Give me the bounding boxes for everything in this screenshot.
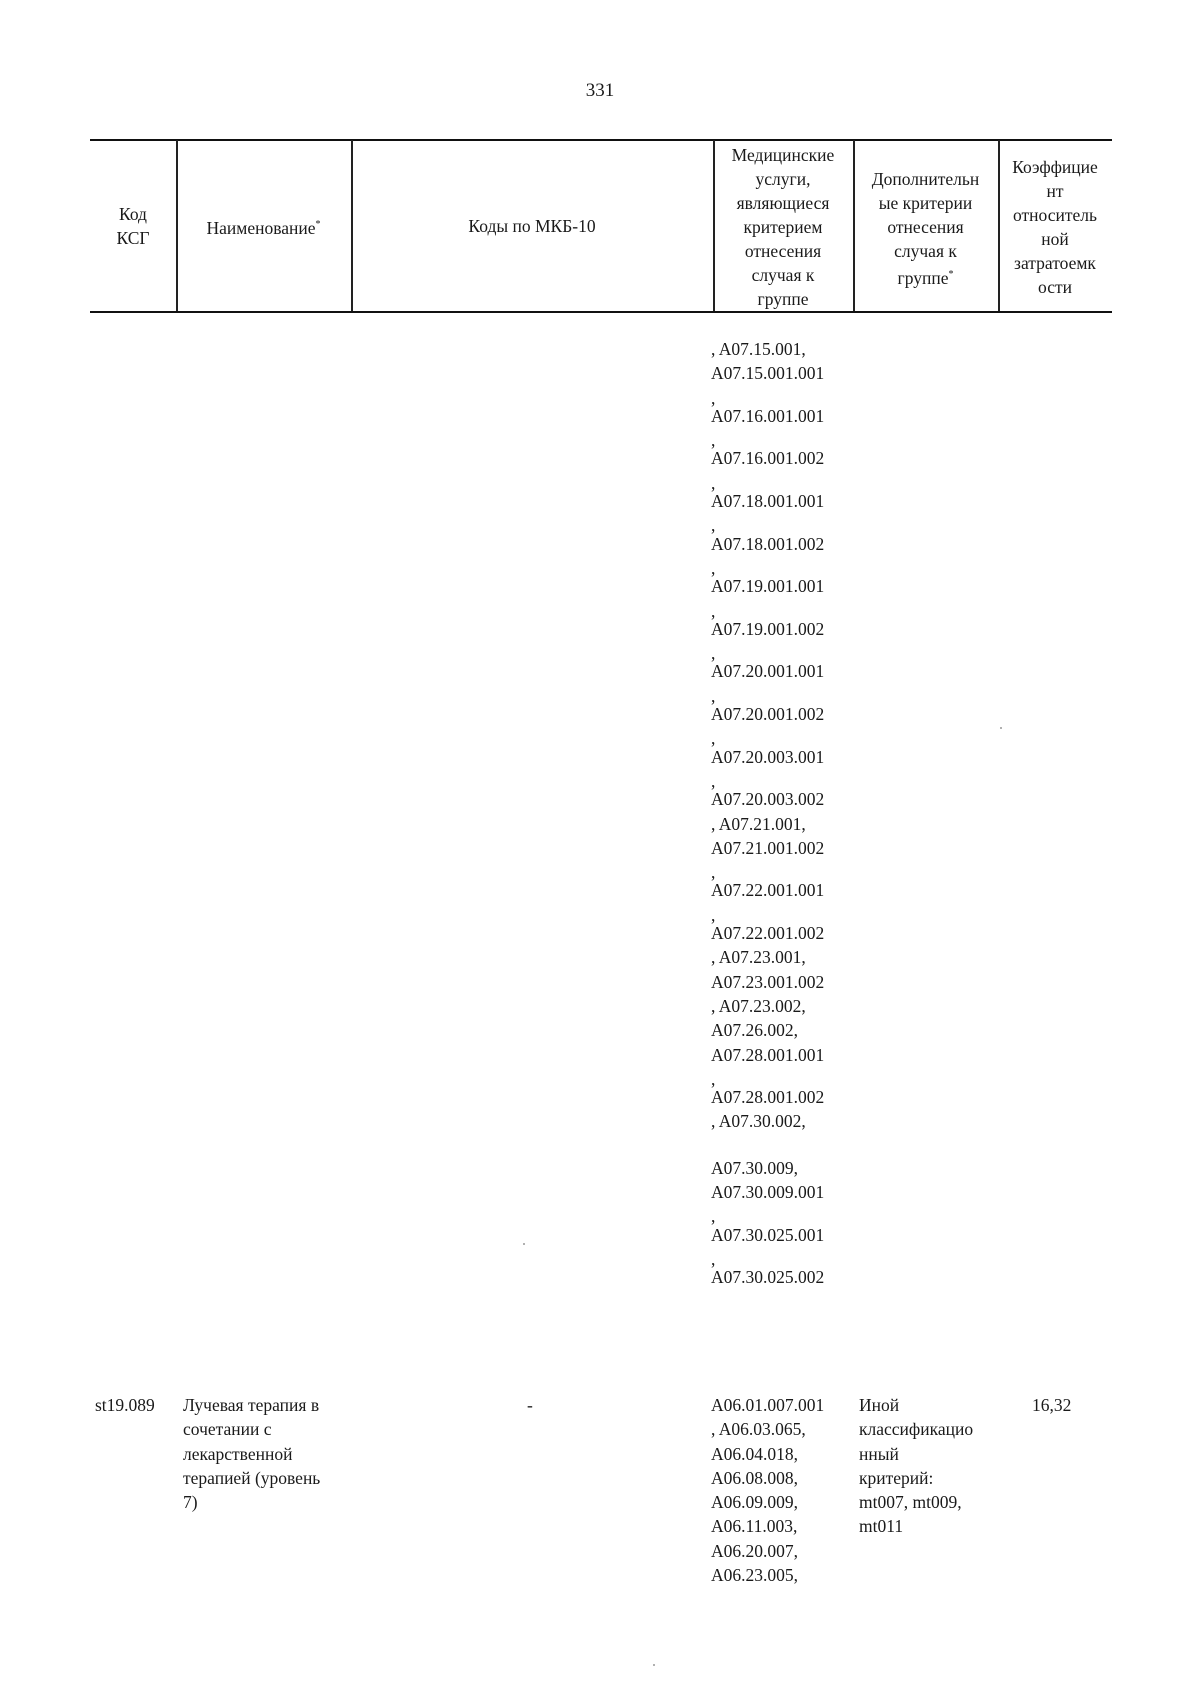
service-code-line: A07.26.002, [711,1020,799,1041]
header-criteria-line: Дополнительн [871,169,980,189]
header-services-line: случая к [751,265,815,285]
row-service-line: , A06.03.065, [711,1419,806,1440]
scan-speck [1000,727,1002,729]
row-service-line: A06.04.018, [711,1443,799,1464]
row-criteria-line: mt007, mt009, [859,1492,962,1513]
header-criteria-footnote-mark: * [948,269,954,280]
row-service-line: A06.20.007, [711,1540,799,1561]
header-coefficient-line: затратоемк [1014,253,1096,273]
row-code: st19.089 [95,1395,155,1415]
row-name-line: лекарственной [183,1443,293,1464]
service-code-line: , [711,430,716,451]
service-code-line: A07.20.003.002 [711,789,825,810]
header-code [90,141,176,311]
service-code-line: A07.20.001.001 [711,661,825,682]
header-criteria-line: отнесения [887,217,964,237]
header-code-line: КСГ [116,228,150,248]
service-code-line: , [711,557,716,578]
service-code-line: , [711,643,716,664]
row-criteria-line: классификацио [859,1419,974,1440]
row-name-line: терапией (уровень [183,1467,321,1488]
row-coefficient: 16,32 [1032,1395,1072,1415]
service-code-line: , A07.30.002, [711,1111,806,1132]
row-name-line: Лучевая терапия в [183,1395,320,1415]
header-services-line: Медицинские [731,145,835,165]
service-code-line: , A07.23.002, [711,995,806,1016]
header-name-footnote-mark: * [315,218,321,230]
service-code-line: A07.30.009.001 [711,1181,825,1202]
scan-speck [653,1664,655,1666]
service-code-line: , [711,387,716,408]
service-code-line: A07.30.009, [711,1157,799,1178]
service-code-line: A07.18.001.002 [711,533,825,554]
header-coefficient [998,155,1112,299]
row-criteria [859,1393,973,1539]
service-code-line: A07.30.025.002 [711,1267,825,1288]
header-services-line: отнесения [744,241,822,261]
header-name [176,141,351,311]
service-code-line: A07.22.001.002 [711,923,825,944]
service-code-line: , [711,1206,716,1227]
service-code-line: A07.30.025.001 [711,1224,825,1245]
row-service-line: A06.08.008, [711,1467,799,1488]
service-code-line: A07.22.001.001 [711,880,825,901]
service-code-line: A07.16.001.002 [711,448,825,469]
row-service-line: A06.11.003, [711,1516,798,1537]
header-criteria-line: ые критерии [878,193,973,213]
header-icd-text: Коды по МКБ-10 [468,216,596,236]
header-coefficient-line: Коэффицие [1012,157,1098,177]
page-number: 331 [585,80,615,101]
row-service-line: A06.01.007.001 [711,1395,825,1415]
service-code-line: A07.21.001.002 [711,837,825,858]
service-code-line: A07.28.001.001 [711,1044,825,1065]
row-service-line: A06.09.009, [711,1492,799,1513]
header-icd [351,141,713,311]
header-services-line: являющиеся [736,193,830,213]
row-icd: - [527,1395,533,1415]
service-code-line: , [711,728,716,749]
header-bottom-border [90,311,1112,313]
service-code-line: , [711,1248,716,1269]
header-criteria-line: группе [897,267,949,288]
service-code-line: , [711,515,716,536]
service-code-line: A07.19.001.001 [711,576,825,597]
service-code-line: , A07.15.001, [711,339,806,359]
row-name-line: сочетании с [183,1419,272,1440]
service-code-line: , [711,1068,716,1089]
continued-services-cell [711,337,824,1289]
service-code-line: A07.28.001.002 [711,1087,825,1108]
service-code-line: A07.15.001.001 [711,363,825,384]
service-code-line: A07.16.001.001 [711,405,825,426]
row-criteria-line: критерий: [859,1467,934,1488]
row-service-line: A06.23.005, [711,1565,799,1586]
header-services-line: услуги, [755,169,811,189]
service-code-line: , [711,904,716,925]
header-criteria [853,167,998,290]
service-code-line: , [711,600,716,621]
row-name-line: 7) [183,1492,198,1513]
service-code-line: , [711,472,716,493]
service-code-line: , A07.23.001, [711,947,806,968]
service-code-line: , [711,770,716,791]
row-services [711,1393,824,1587]
service-code-line: , [711,862,716,883]
service-code-line: A07.20.001.002 [711,704,825,725]
header-coefficient-line: ости [1038,277,1072,297]
header-name-text: Наименование [206,217,316,238]
service-code-line: A07.19.001.002 [711,618,825,639]
header-services-line: группе [757,289,809,309]
header-criteria-line: случая к [894,241,957,261]
service-code-line: A07.18.001.001 [711,491,825,512]
header-coefficient-line: нт [1046,181,1064,201]
service-code-line: A07.20.003.001 [711,746,825,767]
service-code-line: A07.23.001.002 [711,971,825,992]
row-criteria-line: mt011 [859,1516,904,1537]
scan-speck [523,1243,525,1245]
header-services [713,143,853,311]
header-code-line: Код [119,204,147,224]
header-coefficient-line: относитель [1013,205,1097,225]
service-code-line: , A07.21.001, [711,813,806,834]
row-criteria-line: нный [859,1443,899,1464]
row-criteria-line: Иной [859,1395,900,1415]
header-services-line: критерием [743,217,823,237]
service-code-line: , [711,685,716,706]
row-name [183,1393,320,1514]
header-coefficient-line: ной [1041,229,1069,249]
